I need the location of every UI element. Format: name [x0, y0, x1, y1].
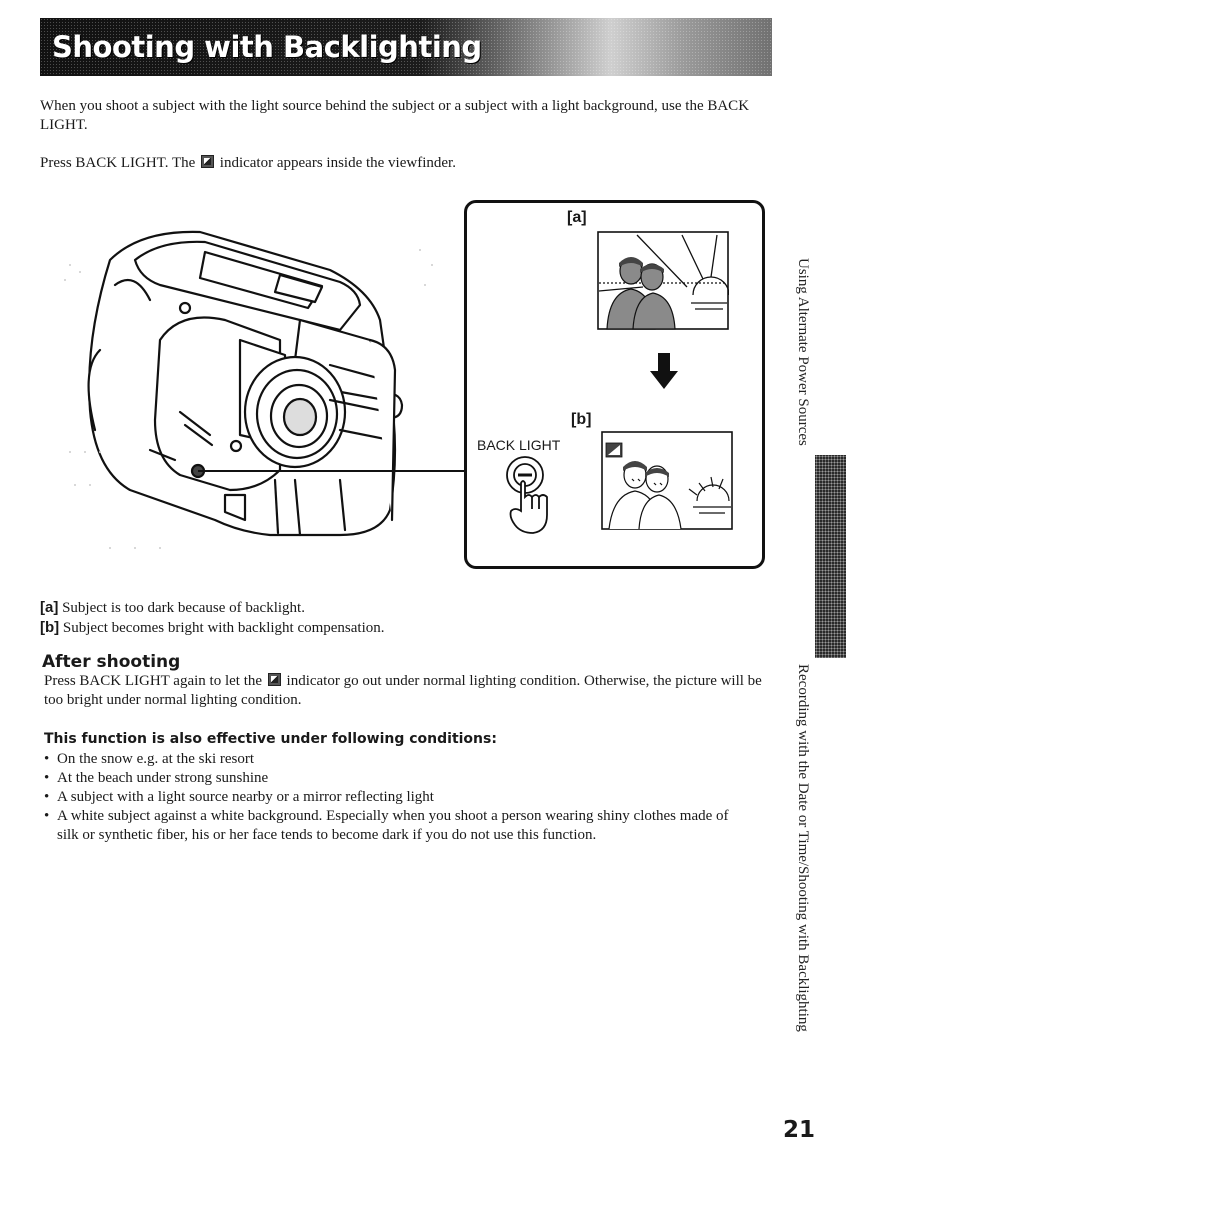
caption-key: [a] — [40, 599, 59, 616]
instruction-text-after: indicator appears inside the viewfinder. — [219, 155, 456, 171]
after-text-before: Press BACK LIGHT again to let the — [44, 673, 263, 689]
camcorder-illustration — [40, 190, 480, 575]
intro-paragraph: When you shoot a subject with the light source behind the subject or a subject with a light background, use the BACK LIGHT. — [40, 98, 750, 133]
conditions-list — [44, 750, 744, 845]
page-title: Shooting with Backlighting — [52, 30, 482, 64]
caption-b — [40, 618, 740, 638]
instruction-paragraph — [40, 154, 770, 173]
backlight-illustration — [40, 190, 770, 575]
arrow-down-icon — [649, 351, 679, 391]
backlight-indicator-icon — [268, 673, 281, 686]
instruction-text-before: Press BACK LIGHT. The — [40, 155, 196, 171]
list-item: • A white subject against a white background. Especially when you shoot a person wearing shiny clothes made of silk or synthetic fiber, his or her face tends to become dark if you do not use this function. — [44, 807, 744, 845]
caption-text: Subject is too dark because of backlight. — [62, 600, 305, 616]
side-tab-marker — [815, 455, 846, 658]
viewfinder-bright-scene — [601, 431, 733, 531]
caption-key: [b] — [40, 619, 60, 636]
list-item: • On the snow e.g. at the ski resort — [44, 750, 744, 769]
after-shooting-paragraph — [44, 672, 774, 710]
conditions-heading: This function is also effective under following conditions: — [44, 731, 497, 747]
viewfinder-dark-scene — [597, 231, 729, 331]
list-item: • A subject with a light source nearby or a mirror reflecting light — [44, 788, 744, 807]
label-a: [a] — [567, 209, 587, 226]
caption-a — [40, 598, 740, 618]
after-shooting-heading: After shooting — [42, 652, 181, 672]
label-b: [b] — [571, 411, 592, 428]
backlight-indicator-icon — [201, 155, 214, 168]
title-banner — [40, 18, 772, 76]
finger-press-button-icon — [503, 455, 553, 535]
figure-captions — [40, 598, 740, 638]
side-tab-section-2: Recording with the Date or Time/Shooting with Backlighting — [795, 664, 811, 1032]
back-light-button-label: BACK LIGHT — [477, 437, 561, 453]
page-number: 21 — [783, 1117, 816, 1143]
comparison-panel — [464, 200, 765, 569]
list-item: • At the beach under strong sunshine — [44, 769, 744, 788]
side-tab-section-1: Using Alternate Power Sources — [795, 258, 811, 446]
caption-text: Subject becomes bright with backlight compensation. — [62, 620, 385, 636]
after-text-after: indicator go out under normal lighting condition. Otherwise, the picture will be too bright under normal lighting condition. — [44, 673, 762, 708]
